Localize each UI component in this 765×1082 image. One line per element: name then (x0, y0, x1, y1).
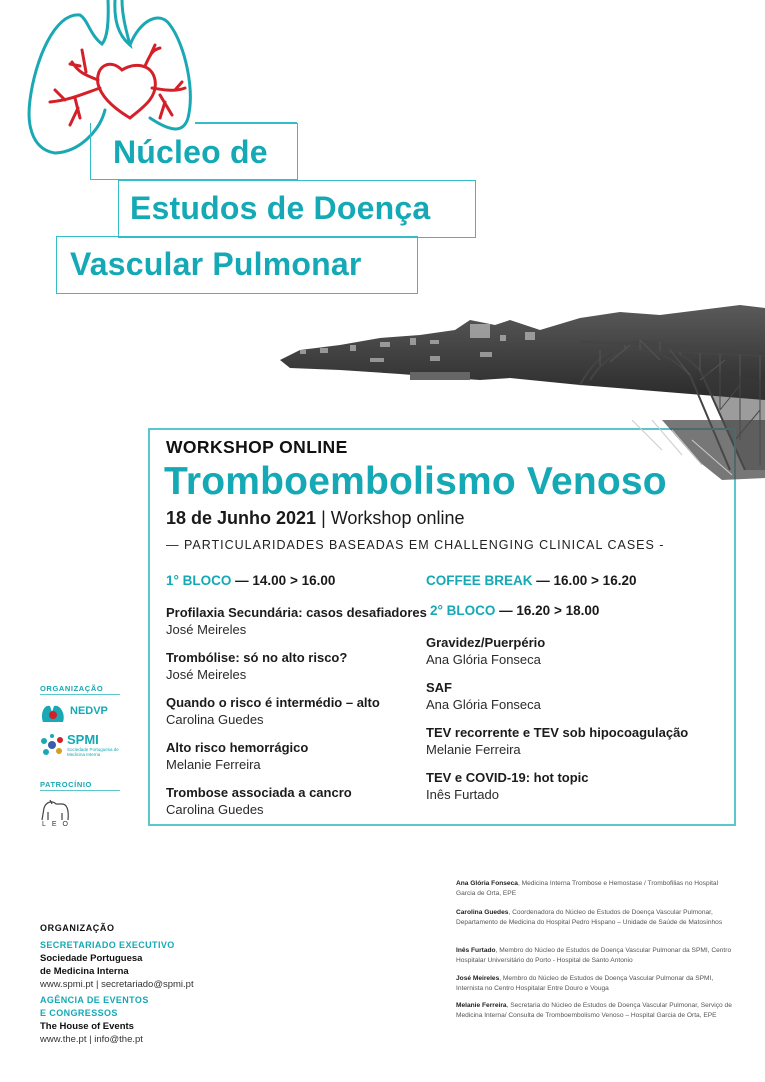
block2-heading (430, 603, 599, 618)
block1-time: — 14.00 > 16.00 (231, 573, 336, 588)
leo-lion-icon (40, 798, 70, 822)
workshop-date-suffix: | Workshop online (316, 508, 465, 528)
sidebar-rule (40, 790, 120, 791)
title-line-2: Estudos de Doença (130, 190, 431, 226)
talk-item: Quando o risco é intermédio – alto Carolina Guedes (166, 695, 380, 727)
speaker-bio: Carolina Guedes, Coordenadora do Núcleo de Estudos de Doença Vascular Pulmonar, Departamento de Medicina do Hospital Pedro Hispano – Unidade de Saúde de Matosinhos (456, 909, 723, 926)
footer-org-heading: ORGANIZAÇÃO (40, 923, 115, 933)
block2-label: 2° BLOCO (430, 603, 496, 618)
coffee-break-time: — 16.00 > 16.20 (532, 573, 637, 588)
coffee-break-heading (426, 573, 636, 588)
nedvp-logo: NEDVP (40, 702, 120, 724)
sidebar-rule (40, 694, 120, 695)
title-line-3: Vascular Pulmonar (70, 246, 362, 282)
title-box-1-top (195, 122, 297, 124)
workshop-subtitle: — PARTICULARIDADES BASEADAS EM CHALLENGING CLINICAL CASES - (166, 538, 665, 552)
footer-agency-heading-2: E CONGRESSOS (40, 1008, 118, 1018)
coffee-break-label: COFFEE BREAK (426, 573, 533, 588)
talk-item: TEV recorrente e TEV sob hipocoagulação Melanie Ferreira (426, 725, 689, 757)
title-line-1: Núcleo de (113, 134, 268, 170)
footer-secretariat-heading: SECRETARIADO EXECUTIVO (40, 940, 175, 950)
talk-item: SAF Ana Glória Fonseca (426, 680, 541, 712)
speaker-bio: Inês Furtado, Membro do Núcleo de Estudos de Doença Vascular Pulmonar da SPMI, Centro Hospitalar Universitário do Porto - Hospital de Santo Antonio (456, 947, 732, 964)
footer-agency-heading-1: AGÊNCIA DE EVENTOS (40, 995, 149, 1005)
talk-item: TEV e COVID-19: hot topic Inês Furtado (426, 770, 589, 802)
workshop-date: 18 de Junho 2021 (166, 508, 317, 528)
footer-secretariat-name-1: Sociedade Portuguesa (40, 953, 143, 964)
sidebar-sponsor-label: PATROCÍNIO (40, 780, 92, 789)
footer-agency-name: The House of Events (40, 1021, 134, 1032)
workshop-date-line (166, 508, 465, 529)
talk-item: Alto risco hemorrágico Melanie Ferreira (166, 740, 309, 772)
nedvp-lungs-icon (40, 702, 66, 724)
spmi-logo: SPMI Sociedade Portuguesa de Medicina Interna (40, 733, 120, 757)
footer-org (40, 922, 194, 1046)
speaker-bio: José Meireles, Membro do Núcleo de Estudos de Doença Vascular Pulmonar da SPMI, Internista no Centro Hospitalar Entre Douro e Vouga (456, 975, 714, 992)
sidebar-org-label: ORGANIZAÇÃO (40, 684, 104, 693)
footer-agency-contact[interactable]: www.the.pt | info@the.pt (40, 1034, 143, 1045)
talk-item: Profilaxia Secundária: casos desafiadores José Meireles (166, 605, 427, 637)
workshop-label: WORKSHOP ONLINE (166, 437, 348, 457)
speaker-bio: Melanie Ferreira, Secretaria do Núcleo de Estudos de Doença Vascular Pulmonar, Serviço de Medicina Interna/ Consulta de Tromboembolismo Venoso – Hospital Garcia de Orta, EPE (456, 1002, 732, 1019)
talk-item: Trombólise: só no alto risco? José Meireles (166, 650, 348, 682)
workshop-title: Tromboembolismo Venoso (164, 460, 667, 503)
speaker-bio: Ana Glória Fonseca, Medicina Interna Trombose e Hemostase / Trombofilias no Hospital Garcia de Orta, EPE (456, 880, 719, 897)
leo-logo: LEO (40, 798, 70, 830)
talk-item: Trombose associada a cancro Carolina Guedes (166, 785, 352, 817)
talk-item: Gravidez/Puerpério Ana Glória Fonseca (426, 635, 546, 667)
block1-label: 1° BLOCO (166, 573, 232, 588)
spmi-molecule-icon (40, 733, 64, 757)
block2-time: — 16.20 > 18.00 (495, 603, 600, 618)
footer-secretariat-contact[interactable]: www.spmi.pt | secretariado@spmi.pt (40, 979, 194, 990)
footer-secretariat-name-2: de Medicina Interna (40, 966, 129, 977)
block1-heading (166, 573, 335, 588)
